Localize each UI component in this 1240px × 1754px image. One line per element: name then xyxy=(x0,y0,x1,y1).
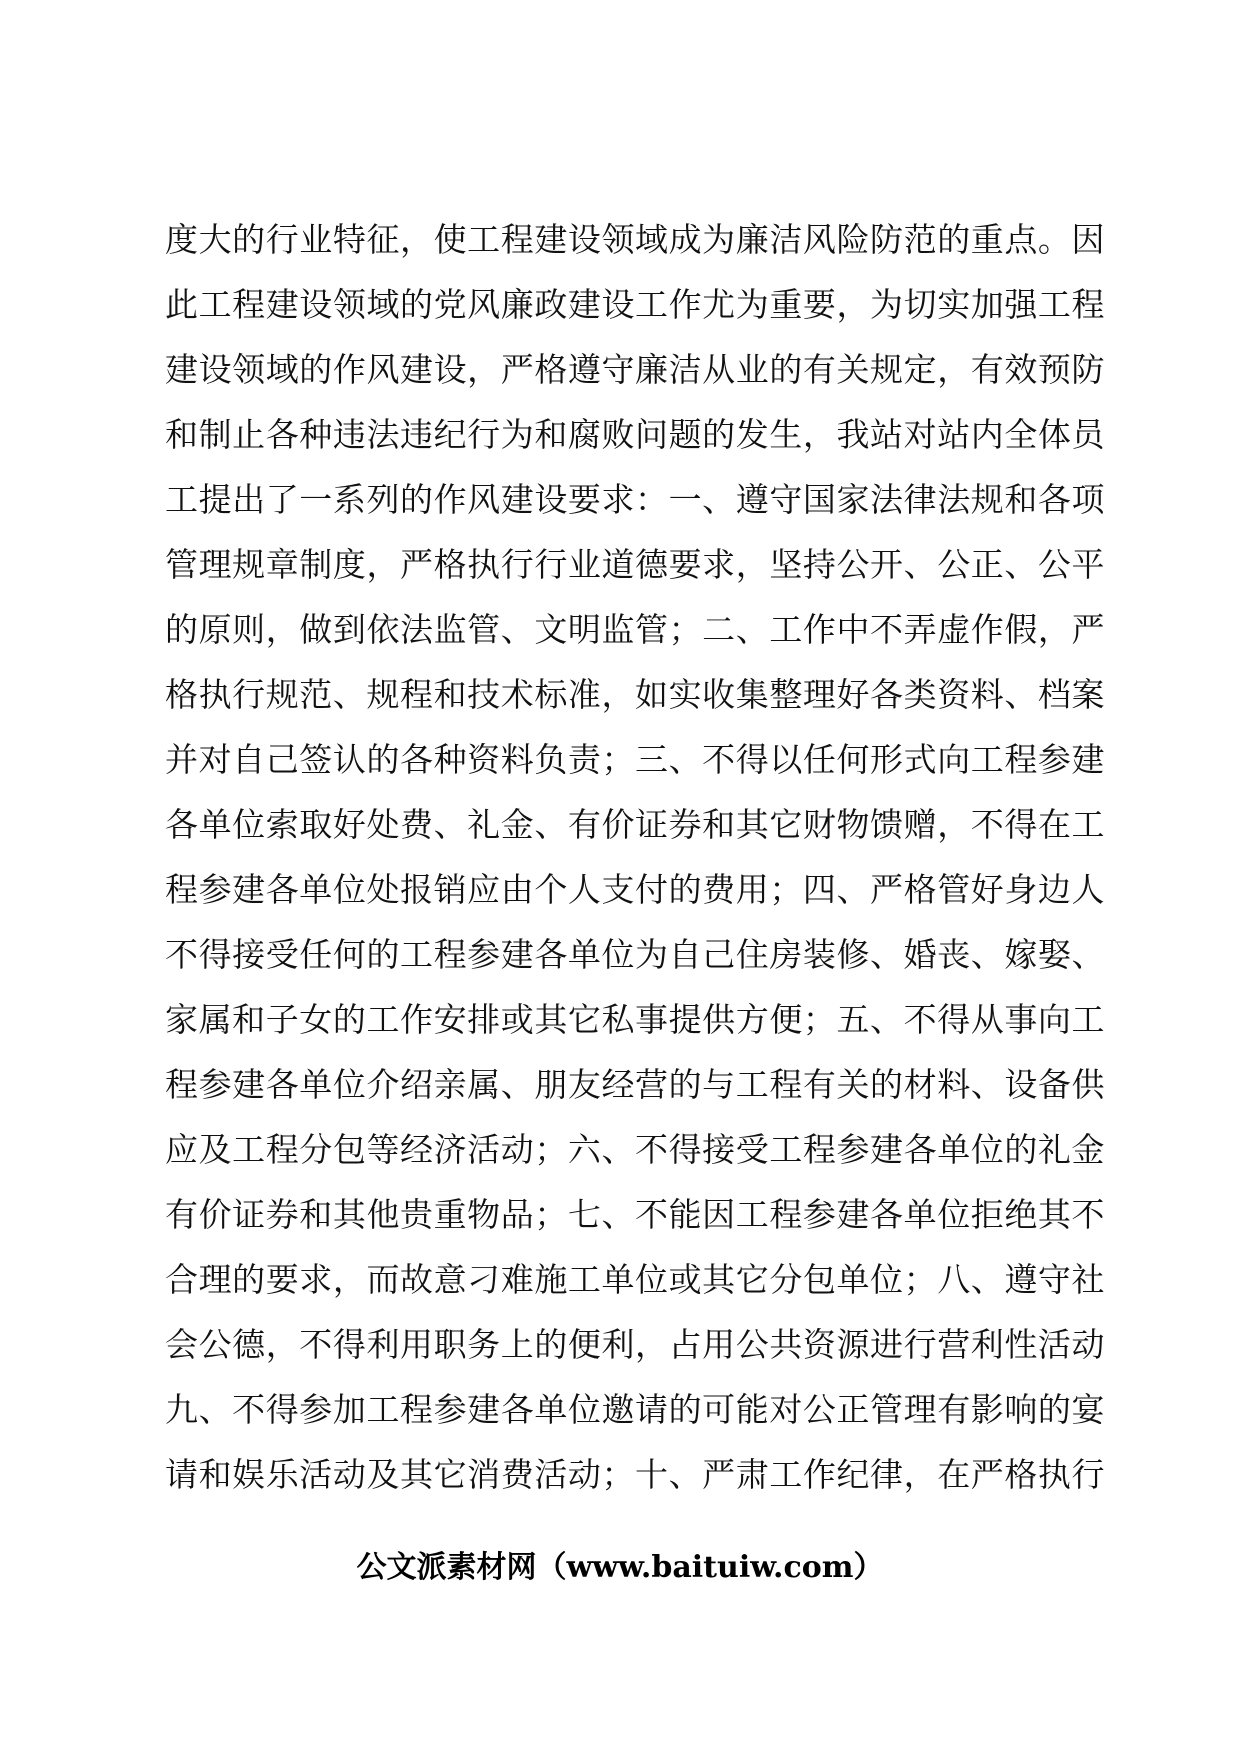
text-line: 和制止各种违法违纪行为和腐败问题的发生，我站对站内全体员 xyxy=(165,415,1105,454)
text-line: 合理的要求，而故意刁难施工单位或其它分包单位；八、遵守社 xyxy=(165,1260,1105,1299)
text-line: 并对自己签认的各种资料负责；三、不得以任何形式向工程参建 xyxy=(165,740,1105,779)
text-line: 应及工程分包等经济活动；六、不得接受工程参建各单位的礼金 xyxy=(165,1130,1105,1169)
text-line: 建设领域的作风建设，严格遵守廉洁从业的有关规定，有效预防 xyxy=(165,350,1105,389)
text-line: 程参建各单位处报销应由个人支付的费用；四、严格管好身边人 xyxy=(165,870,1105,909)
text-line: 工提出了一系列的作风建设要求：一、遵守国家法律法规和各项 xyxy=(165,480,1105,519)
text-line: 此工程建设领域的党风廉政建设工作尤为重要，为切实加强工程 xyxy=(165,285,1105,324)
text-line: 程参建各单位介绍亲属、朋友经营的与工程有关的材料、设备供 xyxy=(165,1065,1105,1104)
text-line: 家属和子女的工作安排或其它私事提供方便；五、不得从事向工 xyxy=(165,1000,1105,1039)
text-line: 不得接受任何的工程参建各单位为自己住房装修、婚丧、嫁娶、 xyxy=(165,935,1105,974)
body-paragraph xyxy=(165,207,1105,1507)
text-line: 度大的行业特征，使工程建设领域成为廉洁风险防范的重点。因 xyxy=(165,220,1105,259)
text-line: 请和娱乐活动及其它消费活动；十、严肃工作纪律，在严格执行 xyxy=(165,1455,1105,1494)
text-line: 各单位索取好处费、礼金、有价证券和其它财物馈赠，不得在工 xyxy=(165,805,1105,844)
text-line: 九、不得参加工程参建各单位邀请的可能对公正管理有影响的宴 xyxy=(165,1390,1105,1429)
text-line: 有价证券和其他贵重物品；七、不能因工程参建各单位拒绝其不 xyxy=(165,1195,1105,1234)
text-line: 管理规章制度，严格执行行业道德要求，坚持公开、公正、公平 xyxy=(165,545,1105,584)
text-line: 会公德，不得利用职务上的便利，占用公共资源进行营利性活动 xyxy=(165,1325,1105,1364)
text-line: 格执行规范、规程和技术标准，如实收集整理好各类资料、档案 xyxy=(165,675,1105,714)
page-footer-source: 公文派素材网（www.baituiw.com） xyxy=(356,1550,884,1585)
text-line: 的原则，做到依法监管、文明监管；二、工作中不弄虚作假，严 xyxy=(165,610,1105,649)
